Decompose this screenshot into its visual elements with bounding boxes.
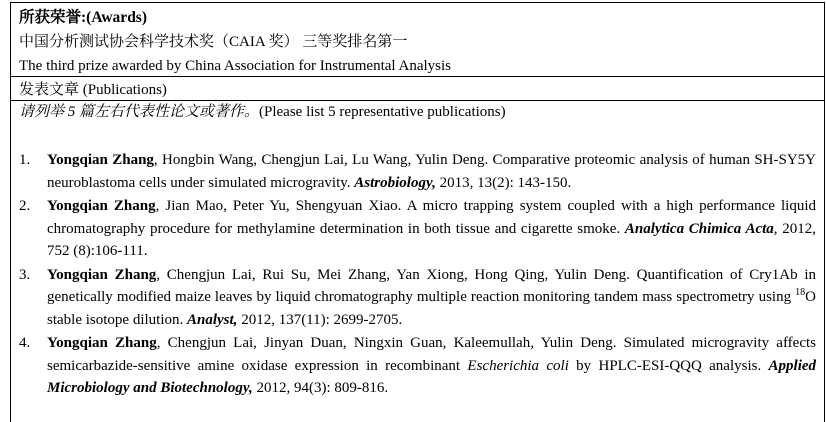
publication-text: , Chengjun Lai, Jinyan Duan, Ningxin Guan, Kaleemullah, Yulin Deng. Simulated microgravity affects semicarbazide-sensitive amine oxidase expression in recombinant — [47, 335, 816, 374]
lead-author: Yongqian Zhang — [47, 335, 157, 351]
publication-number: 3. — [19, 266, 31, 283]
publication-text: O stable isotope dilution. — [47, 289, 816, 328]
publication-item — [19, 264, 816, 332]
publication-details: , 2012, 752 (8):106-111. — [47, 220, 816, 259]
awards-cn-text: 中国分析测试协会科学技术奖（CAIA 奖） 三等奖排名第一 — [19, 34, 408, 50]
publication-details: 2012, 137(11): 2699-2705. — [237, 311, 403, 328]
publication-details: 2013, 13(2): 143-150. — [435, 174, 572, 191]
journal-name: Astrobiology, — [354, 174, 436, 191]
publication-details: 2012, 94(3): 809-816. — [252, 380, 389, 396]
publication-text: by HPLC-ESI-QQQ analysis. — [568, 357, 769, 374]
publication-number: 1. — [19, 152, 31, 168]
journal-name: Analyst, — [187, 311, 238, 328]
publication-text: , Hongbin Wang, Chengjun Lai, Lu Wang, Yulin Deng. Comparative proteomic analysis of human SH-SY5Y neuroblastoma cells under simulated microgravity. — [47, 152, 816, 191]
species-name: Escherichia coli — [467, 357, 569, 374]
publication-item — [19, 332, 816, 400]
publication-item — [19, 195, 816, 263]
publication-list — [19, 149, 816, 401]
publication-number: 4. — [19, 335, 31, 351]
lead-author: Yongqian Zhang — [47, 266, 157, 283]
publication-item — [19, 149, 816, 194]
journal-name: Analytica Chimica Acta — [624, 220, 774, 237]
publication-text: , Jian Mao, Peter Yu, Shengyuan Xiao. A micro trapping system coupled with a high performance liquid chromatography procedure for methylamine determination in both tissue and cigarette smoke. — [47, 198, 816, 237]
awards-heading: 所获荣誉:(Awards) — [19, 9, 148, 26]
publication-text: , Chengjun Lai, Rui Su, Mei Zhang, Yan Xiong, Hong Qing, Yulin Deng. Quantification of Cry1Ab in genetically modified maize leaves by liquid chromatography multiple reaction monitoring tandem mass spectrometry using — [47, 266, 816, 305]
publication-number: 2. — [19, 198, 31, 214]
divider — [11, 76, 824, 77]
isotope-superscript: 18 — [795, 287, 806, 298]
instruction-cn: 请列举 5 篇左右代表性论文或著作。 — [19, 104, 260, 120]
publications-instruction — [11, 101, 824, 123]
form-table — [10, 2, 825, 422]
instruction-en: (Please list 5 representative publications) — [259, 104, 506, 120]
publications-heading: 发表文章 (Publications) — [19, 82, 167, 98]
awards-en-text: The third prize awarded by China Association for Instrumental Analysis — [19, 58, 451, 74]
lead-author: Yongqian Zhang — [47, 152, 154, 168]
lead-author: Yongqian Zhang — [47, 198, 156, 214]
journal-name: Applied Microbiology and Biotechnology, — [47, 357, 817, 396]
